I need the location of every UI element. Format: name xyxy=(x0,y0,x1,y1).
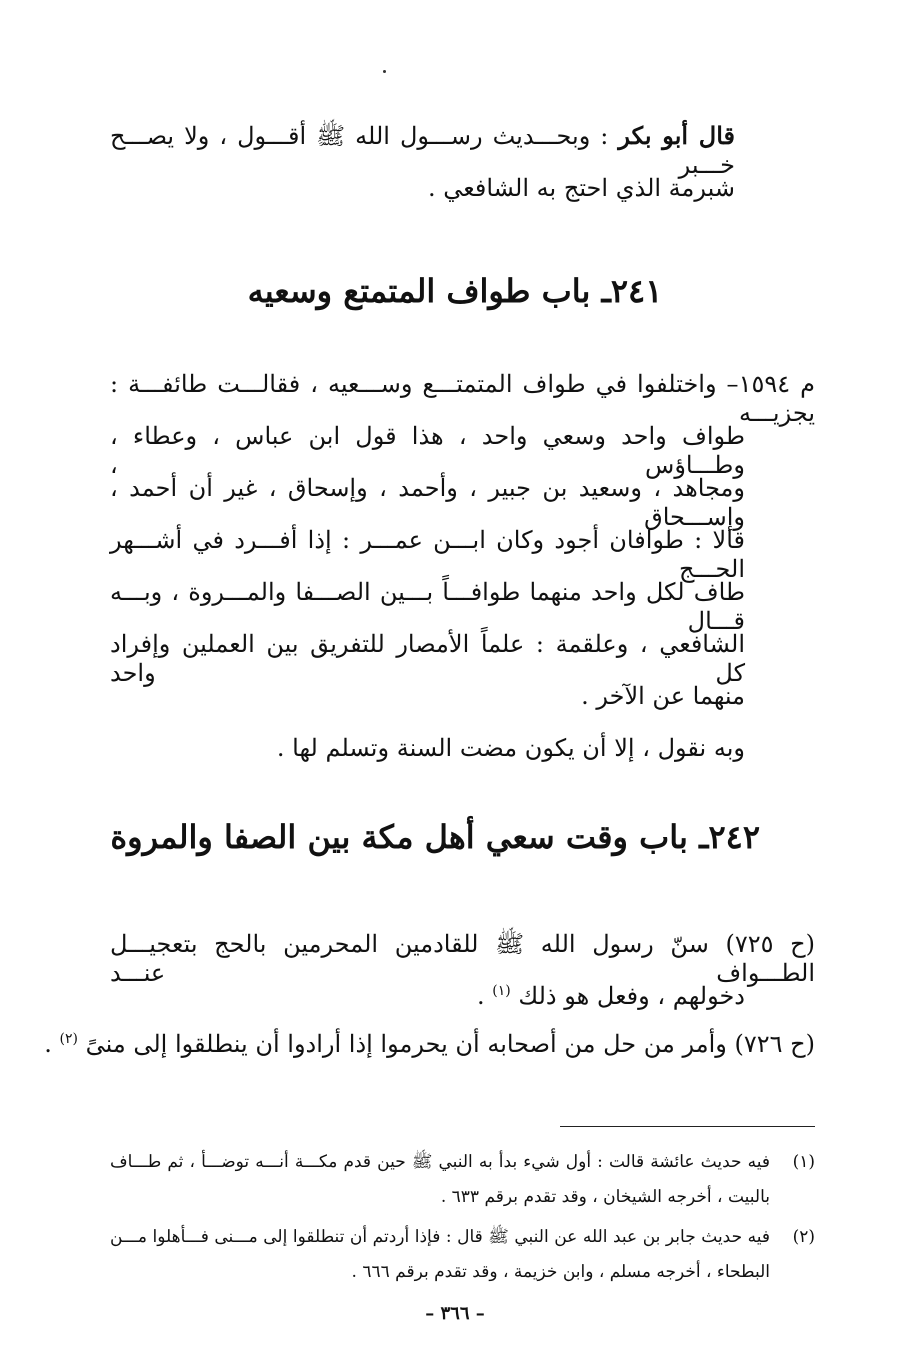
footnote-1-number: (١) xyxy=(792,1152,815,1172)
entry-1594-line-5: طاف لكل واحد منهما طوافـــاً بـــين الصـــفا والمـــروة ، وبـــه قـــال xyxy=(110,578,746,635)
entry-1594-closing: وبه نقول ، إلا أن يكون مضت السنة وتسلم لها . xyxy=(276,734,745,762)
hadith-725-line-1: (ح ٧٢٥) سنّ رسول الله ﷺ للقادمين المحرمين بالحج بتعجيـــل الطـــواف عنـــد xyxy=(110,930,816,987)
footnote-2-number: (٢) xyxy=(792,1227,815,1247)
footnote-separator xyxy=(560,1126,815,1127)
entry-1594-line-2: طواف واحد وسعي واحد ، هذا قول ابن عباس ، وعطاء ، وطـــاؤس ، xyxy=(110,422,745,479)
page-number: – ٣٦٦ – xyxy=(425,1303,485,1324)
entry-1594-line-7: منهما عن الآخر . xyxy=(581,682,745,710)
intro-line-1 xyxy=(110,122,735,180)
intro-line-2: شبرمة الذي احتج به الشافعي . xyxy=(428,174,735,202)
hadith-725-end: . xyxy=(476,982,485,1010)
intro-line-1-text: : وبحـــديث رســـول الله ﷺ أقـــول ، ولا يصـــح خـــبر xyxy=(110,122,735,179)
footnote-2-line-1: فيه حديث جابر بن عبد الله عن النبي ﷺ قال : فإذا أردتم أن تنطلقوا إلى مـــنى فـــأهلوا مـــن xyxy=(110,1227,770,1247)
entry-1594-line-3: ومجاهد ، وسعيد بن جبير ، وأحمد ، وإسحاق ، غير أن أحمد ، وإســـحاق xyxy=(110,474,745,531)
entry-1594-line-6: الشافعي ، وعلقمة : علماً الأمصار للتفريق بين العملين وإفراد كل واحد xyxy=(110,630,745,687)
footnote-2-line-2: البطحاء ، أخرجه مسلم ، وابن خزيمة ، وقد تقدم برقم ٦٦٦ . xyxy=(351,1262,770,1282)
page-speck xyxy=(383,70,386,73)
entry-1594-line-4: قالا : طوافان أجود وكان ابـــن عمـــر : إذا أفـــرد في أشـــهر الحـــج xyxy=(110,526,745,583)
footnote-1-line-2: بالبيت ، أخرجه الشيخان ، وقد تقدم برقم ٦٣٣ . xyxy=(440,1187,770,1207)
chapter-heading-242: ٢٤٢ـ باب وقت سعي أهل مكة بين الصفا والمروة xyxy=(110,818,760,856)
hadith-725-text: دخولهم ، وفعل هو ذلك xyxy=(518,982,745,1010)
intro-lead: قال أبو بكر xyxy=(618,121,736,150)
hadith-725-line-2 xyxy=(477,982,745,1011)
hadith-726-text: (ح ٧٢٦) وأمر من حل من أصحابه أن يحرموا إذا أرادوا أن ينطلقوا إلى منىً xyxy=(85,1030,815,1058)
footnote-1-line-1: فيه حديث عائشة قالت : أول شيء بدأ به النبي ﷺ حين قدم مكـــة أنـــه توضـــأ ، ثم طـــاف xyxy=(110,1152,770,1172)
footnote-ref-2: (٢) xyxy=(59,1031,78,1047)
footnote-ref-1: (١) xyxy=(492,983,511,999)
entry-1594-line-1: م ١٥٩٤– واختلفوا في طواف المتمتـــع وســـعيه ، فقالـــت طائفـــة : يجزيـــه xyxy=(110,370,815,427)
chapter-heading-241: ٢٤١ـ باب طواف المتمتع وسعيه xyxy=(247,272,663,310)
hadith-726-end: . xyxy=(44,1030,52,1058)
hadith-726-line xyxy=(44,1030,815,1059)
